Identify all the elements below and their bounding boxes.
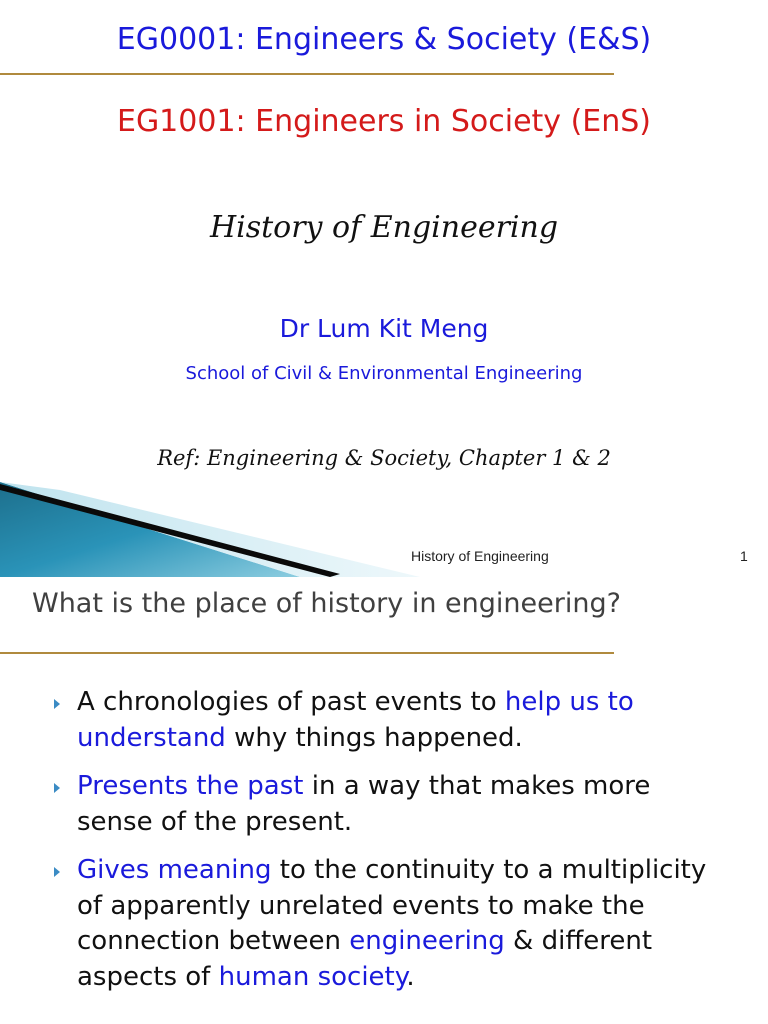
- heading-divider: [0, 652, 614, 654]
- decorative-swoosh: [0, 482, 420, 577]
- title-divider: [0, 73, 614, 75]
- school-name: School of Civil & Environmental Engineering: [185, 363, 583, 384]
- author-name: Dr Lum Kit Meng: [279, 314, 489, 343]
- bullet-arrow-icon: [54, 867, 60, 877]
- bullet-text: .: [406, 961, 415, 992]
- highlight-text: help us to understand: [77, 687, 634, 753]
- course-title-ens: EG1001: Engineers in Society (EnS): [116, 104, 651, 139]
- bullet-item: [0, 769, 768, 840]
- bullet-item: [0, 685, 768, 756]
- bullet-text: why things happened.: [225, 722, 523, 753]
- bullet-text: in a way that makes more sense of the present.: [77, 771, 651, 837]
- course-title-e-and-s: EG0001: Engineers & Society (E&S): [116, 22, 652, 57]
- highlight-text: human society: [218, 961, 407, 992]
- bullet-text: & different aspects of: [77, 926, 653, 992]
- reference-text: Ref: Engineering & Society, Chapter 1 & 2: [157, 446, 611, 470]
- highlight-text: Presents the past: [77, 771, 304, 801]
- bullet-arrow-icon: [54, 699, 60, 709]
- footer-label: History of Engineering: [411, 548, 549, 564]
- bullet-list: [0, 685, 768, 1008]
- highlight-text: engineering: [349, 926, 505, 956]
- content-slide: [0, 577, 768, 1024]
- highlight-text: Gives meaning: [77, 855, 272, 885]
- slide-heading: What is the place of history in engineering?: [32, 588, 621, 619]
- bullet-text: A chronologies of past events to: [77, 687, 505, 717]
- bullet-item: [0, 853, 768, 995]
- page-number: 1: [740, 548, 748, 564]
- bullet-text: to the continuity to a multiplicity of apparently unrelated events to make the connection between: [77, 855, 707, 956]
- bullet-arrow-icon: [54, 783, 60, 793]
- lecture-subtitle: History of Engineering: [209, 210, 559, 245]
